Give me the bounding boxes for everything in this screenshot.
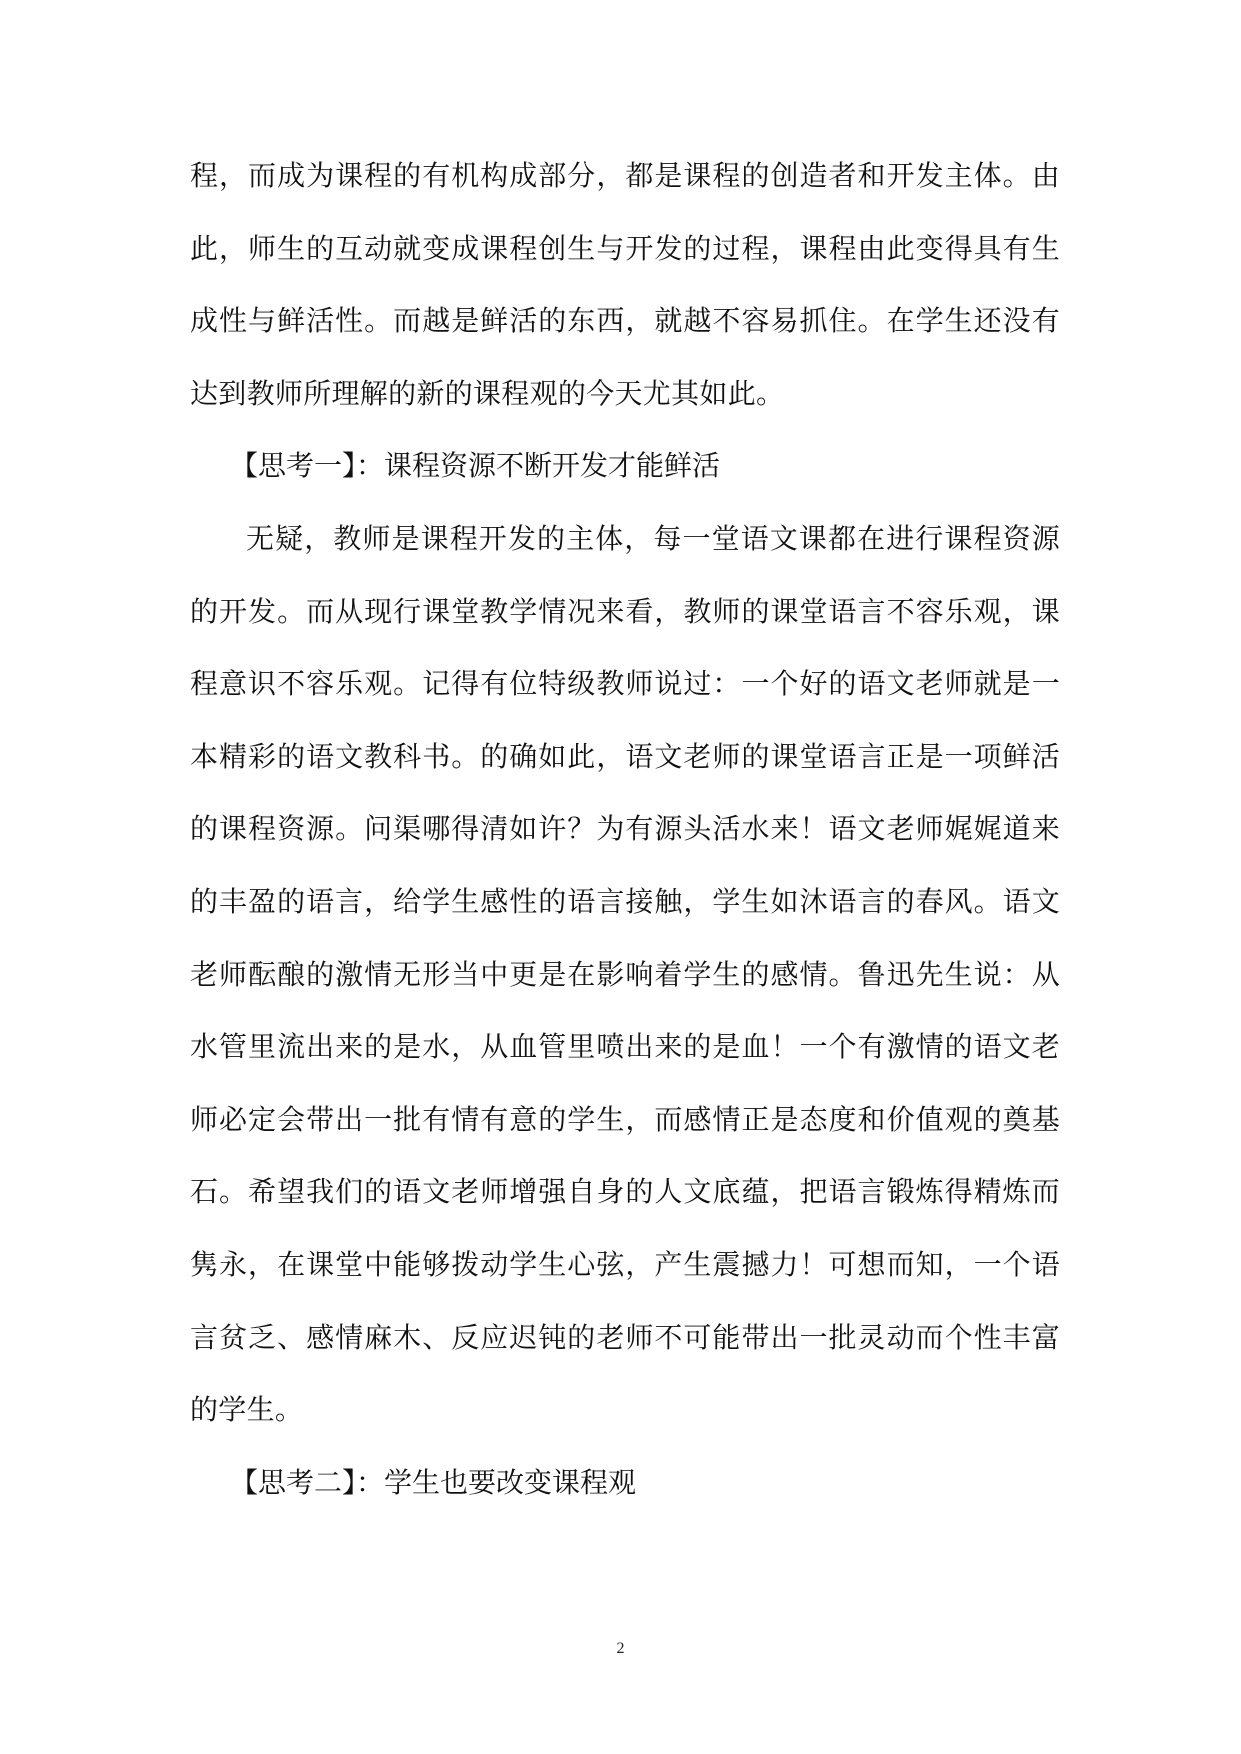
page-number: 2 xyxy=(616,1640,625,1657)
text-body xyxy=(190,140,1060,1519)
section-heading-1: 【思考一】：课程资源不断开发才能鲜活 xyxy=(230,449,721,483)
paragraph-body: 无疑，教师是课程开发的主体，每一堂语文课都在进行课程资源的开发。而从现行课堂教学情况来看，教师的课堂语言不容乐观，课程意识不容乐观。记得有位特级教师说过：一个好的语文老师就是一本精彩的语文教科书。的确如此，语文老师的课堂语言正是一项鲜活的课程资源。问渠哪得清如许？为有源头活水来！语文老师娓娓道来的丰盈的语言，给学生感性的语言接触，学生如沐语言的春风。语文老师酝酿的激情无形当中更是在影响着学生的感情。鲁迅先生说：从水管里流出来的是水，从血管里喷出来的是血！一个有激情的语文老师必定会带出一批有情有意的学生，而感情正是态度和价值观的奠基石。希望我们的语文老师增强自身的人文底蕴，把语言锻炼得精炼而隽永，在课堂中能够拨动学生心弦，产生震撼力！可想而知，一个语言贫乏、感情麻木、反应迟钝的老师不可能带出一批灵动而个性丰富的学生。 xyxy=(190,521,1060,1427)
section-heading-2: 【思考二】：学生也要改变课程观 xyxy=(230,1465,637,1499)
paragraph-continuation: 程，而成为课程的有机构成部分，都是课程的创造者和开发主体。由此，师生的互动就变成课程创生与开发的过程，课程由此变得具有生成性与鲜活性。而越是鲜活的东西，就越不容易抓住。在学生还没有达到教师所理解的新的课程观的今天尤其如此。 xyxy=(190,159,1060,410)
